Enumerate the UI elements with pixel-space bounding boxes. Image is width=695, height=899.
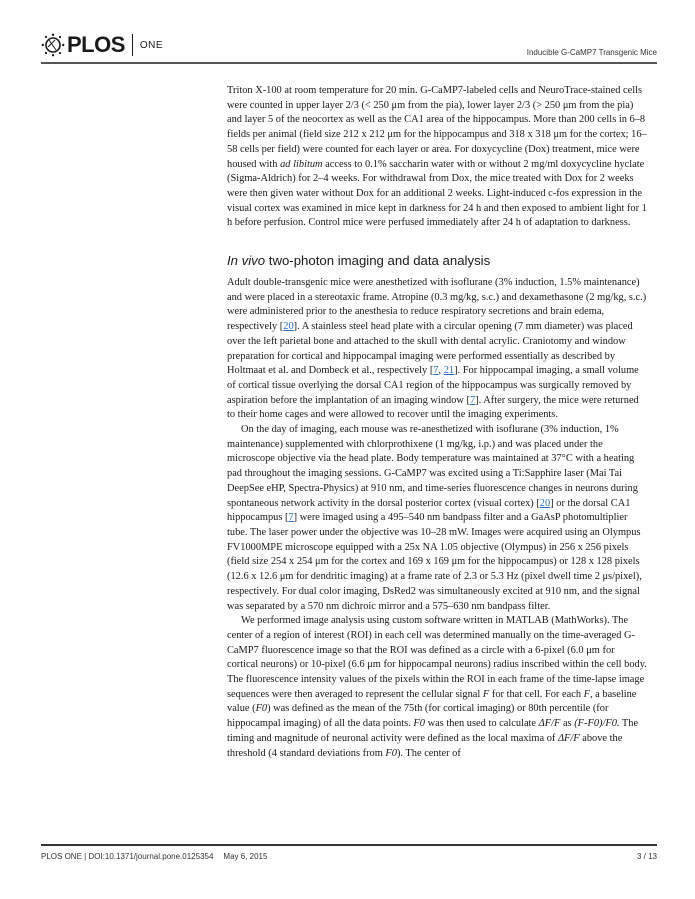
text: Triton X-100 at room temperature for 20 min. G-CaMP7-labeled cells and NeuroTrace-stained cells were counted in upper layer 2/3 (< 250 μm from the pia), lower layer 2/3 (> 250 μm from the pia) and layer 5 of the neocortex as well as the CA1 area of the hippocampus. More than 200 cells in 6–8 fields per animal (field size 212 x 212 μm for the hippocampus and 318 x 318 μm for the cortex; 16–58 cells per field) were counted for each layer or area. For doxycycline (Dox) treatment, mice were housed with xyxy=(227,85,647,170)
text: On the day of imaging, each mouse was re-anesthetized with isoflurane (3% induction, 1% maintenance) supplemented with chlorprothixene (1 mg/kg, i.p.) and was placed under the microscope objective via the head plate. Body temperature was maintained at 37°C with a heating pad throughout the imaging sessions. G-CaMP7 was excited using a Ti:Sapphire laser (Mai Tai DeepSee eHP, Spectra-Physics) at 910 nm, and time-series fluorescence changes in neurons during spontaneous network activity in the dorsal posterior cortex (visual cortex) [ xyxy=(227,424,638,509)
italic-text: F0 xyxy=(255,703,268,715)
text: ]. After surgery, the mice were returned to their home cages and were allowed to recover until the imaging experiments. xyxy=(227,394,639,421)
text: ). The center of xyxy=(396,747,461,759)
text: for that cell. For each xyxy=(489,688,584,700)
page-number: 3 / 13 xyxy=(636,852,657,861)
heading-text: two-photon imaging and data analysis xyxy=(265,253,491,269)
italic-text: ad libitum xyxy=(280,158,323,170)
paragraph-immunostaining xyxy=(227,84,647,231)
text: ] or the dorsal CA1 hippocampus [ xyxy=(227,497,631,524)
italic-text: (F-F0)/F0. xyxy=(574,718,620,730)
footer-divider xyxy=(41,844,657,846)
italic-text: F0 xyxy=(385,747,397,759)
reference-link[interactable]: 7 xyxy=(433,365,439,377)
text: as xyxy=(560,718,575,730)
text: The timing and magnitude of neuronal activity were defined as the local maxima of xyxy=(227,718,639,744)
italic-text: F xyxy=(583,688,590,700)
text: above the threshold (4 standard deviations from xyxy=(227,732,623,759)
reference-link[interactable]: 20 xyxy=(539,497,551,509)
reference-link[interactable]: 21 xyxy=(443,365,455,377)
italic-text: ΔF/F xyxy=(538,718,561,730)
text: ) was defined as the mean of the 75th (for cortical imaging) or 80th percentile (for hippocampal imaging) of all the data points. xyxy=(227,703,609,730)
italic-text: F0 xyxy=(413,718,425,730)
logo-divider xyxy=(132,34,133,56)
article-body xyxy=(227,84,647,761)
text: We performed image analysis using custom software written in MATLAB (MathWorks). The center of a region of interest (ROI) in each cell was determined manually on the time-averaged G-CaMP7 fluorescence image so that the ROI was defined as a circle with a 6-pixel (6.0 μm for cortical neurons) or 10-pixel (6.6 μm for hippocampal neurons) radius inscribed within the cell body. The fluorescence intensity values of the pixels within the ROI in each frame of the time-lapse image sequences were then averaged to represent the cellular signal xyxy=(227,615,647,700)
running-title: Inducible G-CaMP7 Transgenic Mice xyxy=(526,48,657,57)
text: Adult double-transgenic mice were anesthetized with isoflurane (3% induction, 1.5% maintenance) and were placed in a stereotaxic frame. Atropine (0.3 mg/kg, s.c.) and dexamethasone (2 mg/kg, s.c.) were administered prior to the anesthesia to reduce respiratory secretions and brain edema, respectively [ xyxy=(227,277,647,333)
paragraph-surgery xyxy=(227,276,647,423)
paragraph-analysis xyxy=(227,614,647,761)
reference-link[interactable]: 7 xyxy=(288,512,294,524)
heading-italic: In vivo xyxy=(227,253,266,269)
text: access to 0.1% saccharin water with or without 2 mg/ml doxycycline hyclate (Sigma-Aldrich) for 2–4 weeks. For withdrawal from Dox, the mice treated with Dox for 2 weeks were then given water without Dox for an additional 2 weeks. Light-induced c-fos expression in the visual cortex was examined in mice kept in darkness for 24 h and then exposed to ambient light for 1 h before perfusion. Control mice were perfused immediately after 24 h of adaptation to darkness. xyxy=(227,158,647,229)
paragraph-imaging xyxy=(227,423,647,614)
text: was then used to calculate xyxy=(424,718,539,730)
reference-link[interactable]: 7 xyxy=(469,394,476,406)
text: , a baseline value ( xyxy=(227,688,637,715)
plos-one-logo[interactable] xyxy=(41,32,163,58)
section-heading xyxy=(227,253,647,269)
italic-text: ΔF/F xyxy=(557,732,580,744)
footer-date: May 6, 2015 xyxy=(223,852,268,861)
reference-link[interactable]: 20 xyxy=(283,321,294,333)
plos-globe-icon xyxy=(41,33,65,57)
footer-doi[interactable]: PLOS ONE | DOI:10.1371/journal.pone.0125354 xyxy=(41,852,214,861)
text: ] were imaged using a 495–540 nm bandpass filter and a GaAsP photomultiplier tube. The laser power under the objective was 10–28 mW. Images were acquired using an Olympus FV1000MPE microscope equipped with a 25x NA 1.05 objective (Olympus) in 256 x 256 pixels (field size 254 x 254 μm for the cortex and 169 x 169 μm for the hippocampus) or 128 x 128 pixels (12.6 x 12.6 μm for dendritic imaging) at a frame rate of 2.3 or 5.3 Hz (pixel dwell time 2 μs/pixel), respectively. For dual color imaging, DsRed2 was simultaneously excited at 910 nm, and the signal was separated by a 570 nm dichroic mirror and a 575–630 nm bandpass filter. xyxy=(227,512,642,612)
text: ]. For hippocampal imaging, a small volume of cortical tissue overlying the dorsal CA1 region of the hippocampus was surgically removed by aspiration before the implantation of an imaging window [ xyxy=(227,365,639,406)
logo-plos-text: PLOS xyxy=(67,32,125,57)
italic-text: F xyxy=(482,688,490,700)
page-header xyxy=(41,26,657,62)
header-divider xyxy=(41,62,657,64)
text: , xyxy=(438,365,444,377)
text: ]. A stainless steel head plate with a circular opening (7 mm diameter) was placed over the left parietal bone and attached to the skull with dental acrylic. Craniotomy and window preparation for cortical and hippocampal imaging were performed essentially as described by Holtmaat et al. and Dombeck et al., respectively [ xyxy=(227,321,633,377)
footer-citation xyxy=(41,852,267,861)
logo-one-text: ONE xyxy=(139,39,164,51)
